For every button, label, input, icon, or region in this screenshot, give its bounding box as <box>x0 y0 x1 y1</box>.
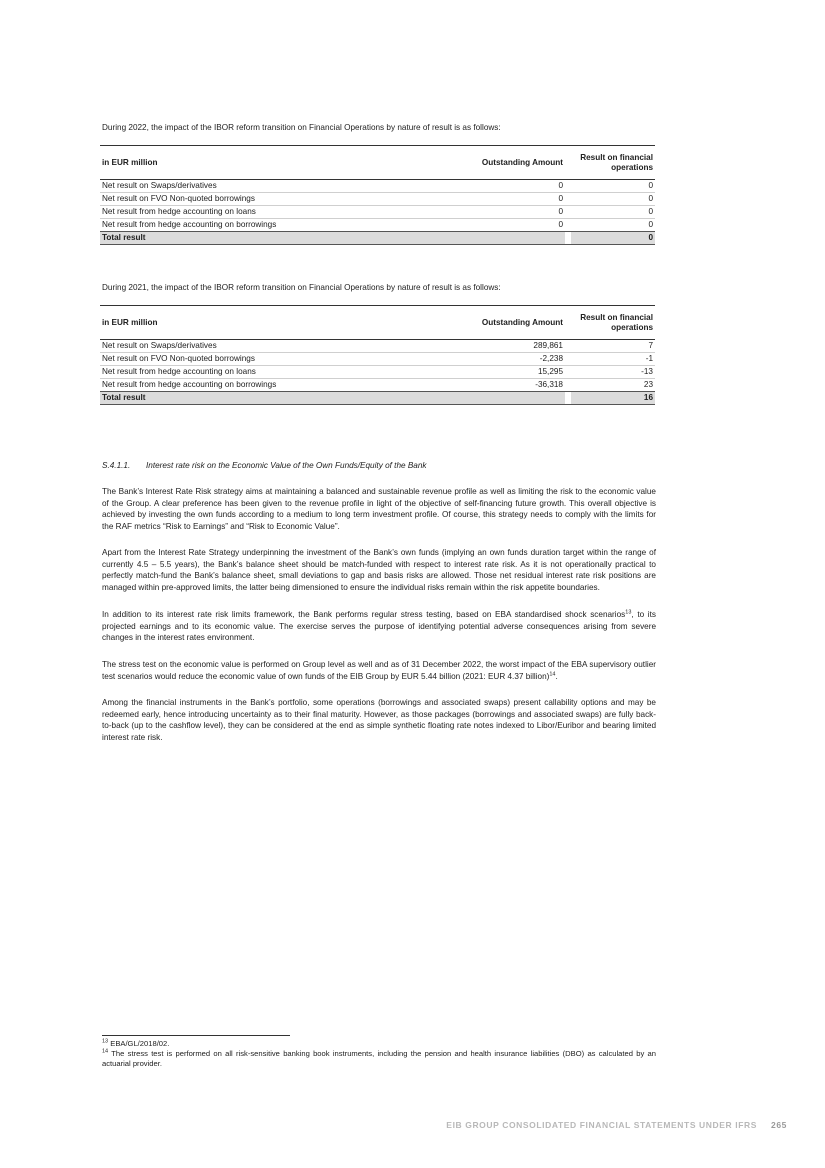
row-result: 0 <box>571 180 655 193</box>
row-outstanding: 289,861 <box>475 340 565 353</box>
row-label: Net result on Swaps/derivatives <box>100 340 475 353</box>
economic-value-text: The stress test on the economic value is performed on Group level as well and as of 31 December 2022, the worst impact of the EBA supervisory outlier test scenarios would reduce the economic value of own funds of the EIB Group by EUR 5.44 billion (2021: EUR 4.37 billion) <box>102 660 656 681</box>
total-result: 16 <box>571 392 655 405</box>
row-result: -1 <box>571 353 655 366</box>
footnote-divider <box>102 1035 290 1036</box>
footer-title: EIB GROUP CONSOLIDATED FINANCIAL STATEMENTS UNDER IFRS <box>446 1120 758 1130</box>
row-outstanding: 0 <box>475 219 565 232</box>
row-result: 23 <box>571 379 655 392</box>
economic-value-text-cont: . <box>555 671 558 681</box>
row-label: Net result on Swaps/derivatives <box>100 180 475 193</box>
ibor-table-2022 <box>100 145 655 245</box>
table-row <box>100 193 655 206</box>
row-label: Net result from hedge accounting on loans <box>100 366 475 379</box>
footnote-text: EBA/GL/2018/02. <box>110 1039 170 1048</box>
row-outstanding: 15,295 <box>475 366 565 379</box>
paragraph-stress-testing <box>102 609 656 644</box>
total-outstanding <box>475 392 565 405</box>
footnote-ref-13[interactable]: 13 <box>625 609 632 616</box>
table-row <box>100 366 655 379</box>
row-outstanding: 0 <box>475 180 565 193</box>
header-label: in EUR million <box>100 146 475 180</box>
paragraph-callable-instruments: Among the financial instruments in the Bank’s portfolio, some operations (borrowings and associated swaps) present callability options and may be redeemed early, hence introducing uncertainty as to their final maturity. However, as those packages (borrowings and associated swaps) are fully back-to-back (up to the cashflow level), they can be considered at the end as simple synthetic floating rate notes indexed to Libor/Euribor and bearing limited interest rate risk. <box>102 698 656 742</box>
row-result: 7 <box>571 340 655 353</box>
row-outstanding: -36,318 <box>475 379 565 392</box>
total-label: Total result <box>100 392 475 405</box>
row-outstanding: 0 <box>475 193 565 206</box>
header-result: Result on financial operations <box>571 146 655 180</box>
table-row <box>100 353 655 366</box>
intro-2022: During 2022, the impact of the IBOR reform transition on Financial Operations by nature of result is as follows: <box>102 123 501 132</box>
ibor-table-2021 <box>100 305 655 405</box>
total-label: Total result <box>100 232 475 245</box>
header-result: Result on financial operations <box>571 306 655 340</box>
footnote-ref-14[interactable]: 14 <box>549 670 556 677</box>
row-label: Net result from hedge accounting on borrowings <box>100 219 475 232</box>
table-row <box>100 219 655 232</box>
total-row <box>100 392 655 405</box>
row-outstanding: 0 <box>475 206 565 219</box>
total-row <box>100 232 655 245</box>
footnote-14 <box>102 1049 656 1069</box>
header-outstanding: Outstanding Amount <box>475 306 565 340</box>
section-number: S.4.1.1. <box>102 461 131 470</box>
row-label: Net result from hedge accounting on loans <box>100 206 475 219</box>
section-heading <box>102 461 427 470</box>
footnote-text: The stress test is performed on all risk-sensitive banking book instruments, including the pension and health insurance liabilities (DBO) as calculated by an actuarial provider. <box>102 1049 656 1068</box>
footnote-mark: 13 <box>102 1038 109 1045</box>
header-label: in EUR million <box>100 306 475 340</box>
stress-testing-text: In addition to its interest rate risk limits framework, the Bank performs regular stress testing, based on EBA standardised shock scenarios <box>102 610 626 619</box>
page-number: 265 <box>771 1120 787 1130</box>
table-row <box>100 340 655 353</box>
row-label: Net result on FVO Non-quoted borrowings <box>100 353 475 366</box>
total-outstanding <box>475 232 565 245</box>
row-outstanding: -2,238 <box>475 353 565 366</box>
row-result: 0 <box>571 193 655 206</box>
table-row <box>100 180 655 193</box>
row-result: 0 <box>571 206 655 219</box>
footnote-13 <box>102 1039 656 1049</box>
table-row <box>100 206 655 219</box>
header-outstanding: Outstanding Amount <box>475 146 565 180</box>
row-result: 0 <box>571 219 655 232</box>
footnote-mark: 14 <box>102 1048 109 1055</box>
row-result: -13 <box>571 366 655 379</box>
intro-2021: During 2021, the impact of the IBOR reform transition on Financial Operations by nature of result is as follows: <box>102 283 501 292</box>
total-result: 0 <box>571 232 655 245</box>
stress-testing-text-cont: , to its projected earnings and to its economic value. The exercise serves the purpose of identifying potential adverse consequences arising from severe changes in the interest rates environment. <box>102 610 656 642</box>
table-row <box>100 379 655 392</box>
row-label: Net result from hedge accounting on borrowings <box>100 379 475 392</box>
section-title-text: Interest rate risk on the Economic Value of the Own Funds/Equity of the Bank <box>146 461 427 470</box>
paragraph-economic-value <box>102 659 656 682</box>
paragraph-strategy: The Bank’s Interest Rate Risk strategy aims at maintaining a balanced and sustainable revenue profile as well as limiting the risk to the economic value of the Group. A clear preference has been given to the revenue profile in light of the objective of self-financing future growth. This overall objective is achieved by investing the own funds according to a medium to long term investment profile. Of course, this strategy needs to comply with the limits for the RAF metrics “Risk to Earnings” and “Risk to Economic Value”. <box>102 487 656 531</box>
page-footer <box>446 1120 787 1130</box>
row-label: Net result on FVO Non-quoted borrowings <box>100 193 475 206</box>
paragraph-match-funding: Apart from the Interest Rate Strategy underpinning the investment of the Bank’s own funds (implying an own funds duration target within the range of currently 4.5 – 5.5 years), the Bank’s balance sheet should be match-funded with respect to interest rate risk. As it is not operationally practical to perfectly match-fund the Bank’s balance sheet, small deviations to gap and basis risks are allowed. Those net residual interest rate risk positions are managed within pre-approved limits, the latter being dimensioned to ensure the individual risks remain within the risk appetite boundaries. <box>102 548 656 592</box>
